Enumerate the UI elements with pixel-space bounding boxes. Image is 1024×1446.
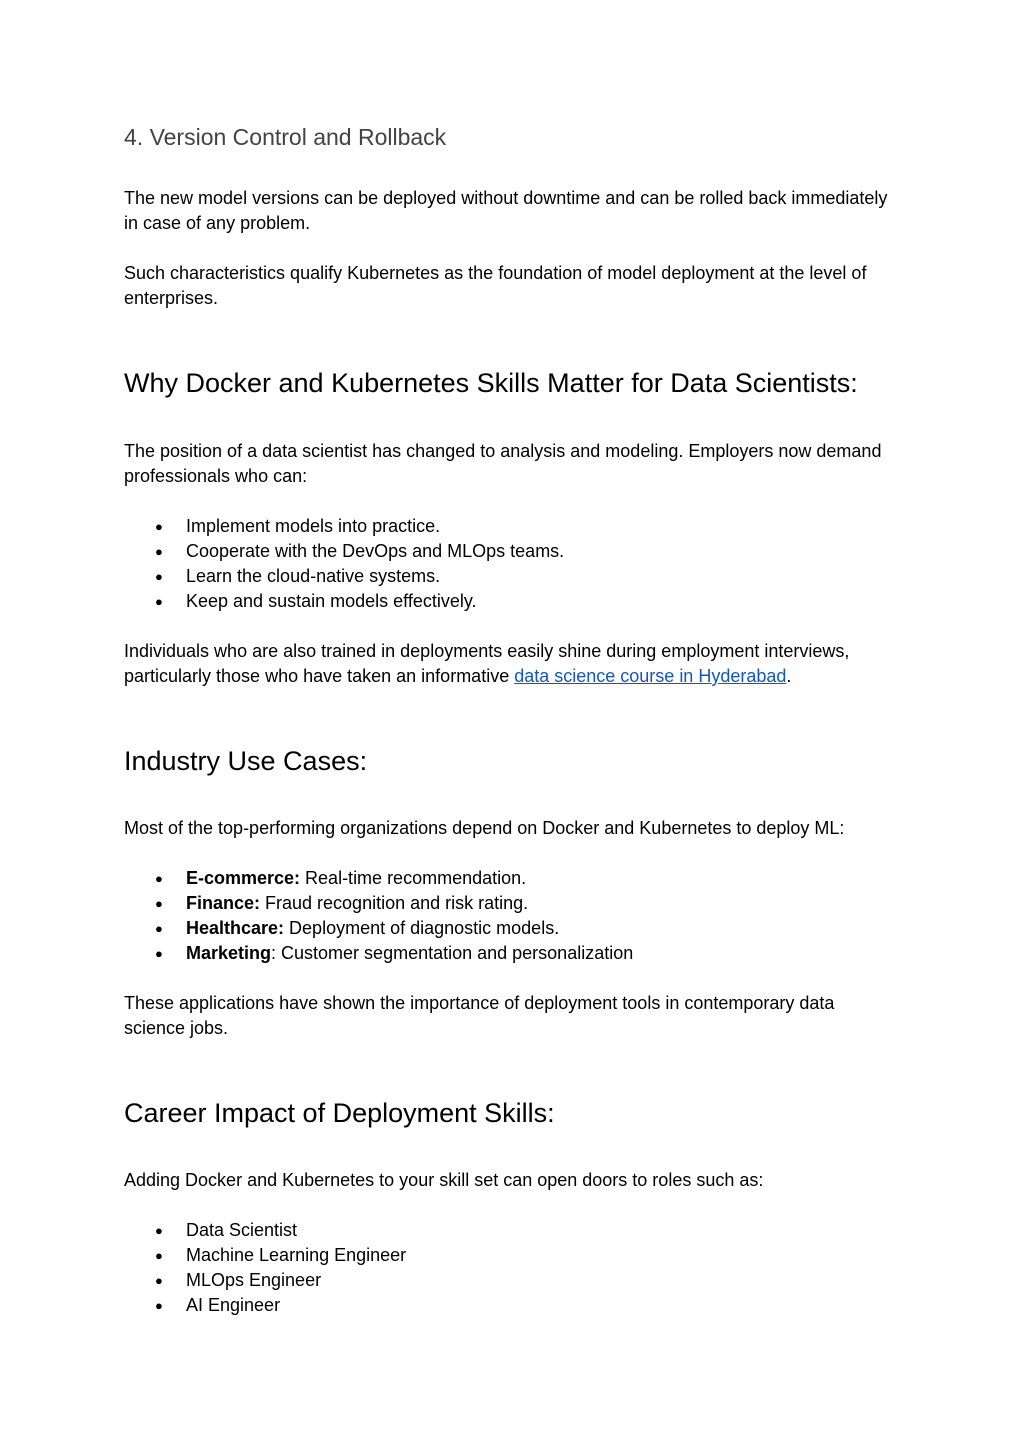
kubernetes-foundation-paragraph: Such characteristics qualify Kubernetes as the foundation of model deployment at the level of enterprises.: [124, 263, 867, 308]
why-skills-heading: Why Docker and Kubernetes Skills Matter for Data Scientists:: [124, 368, 858, 398]
industry-intro: Most of the top-performing organizations depend on Docker and Kubernetes to deploy ML:: [124, 818, 845, 838]
list-item: ● Healthcare: Deployment of diagnostic models.: [124, 916, 894, 941]
bullet-icon: ●: [155, 1223, 163, 1238]
list-item: ● AI Engineer: [124, 1293, 894, 1318]
deployment-interviews-paragraph: Individuals who are also trained in deployments easily shine during employment interviews, particularly those who have taken an informative data science course in Hyderabad.: [124, 641, 850, 686]
bullet-icon: ●: [155, 1298, 163, 1313]
bullet-icon: ●: [155, 1273, 163, 1288]
career-impact-heading: Career Impact of Deployment Skills:: [124, 1098, 555, 1128]
industry-list: [124, 866, 894, 966]
industry-use-cases-heading: Industry Use Cases:: [124, 746, 368, 776]
list-item: ● Machine Learning Engineer: [124, 1243, 894, 1268]
bullet-icon: ●: [155, 544, 163, 559]
bullet-icon: ●: [155, 569, 163, 584]
list-item: ● MLOps Engineer: [124, 1268, 894, 1293]
list-item: ● Implement models into practice.: [124, 514, 894, 539]
version-control-paragraph: The new model versions can be deployed without downtime and can be rolled back immediately in case of any problem.: [124, 188, 888, 233]
bullet-icon: ●: [155, 594, 163, 609]
list-item: ● Marketing: Customer segmentation and personalization: [124, 941, 894, 966]
list-item: ● Finance: Fraud recognition and risk rating.: [124, 891, 894, 916]
industry-outro: These applications have shown the importance of deployment tools in contemporary data science jobs.: [124, 993, 835, 1038]
bullet-icon: ●: [155, 921, 163, 936]
list-item: ● Learn the cloud-native systems.: [124, 564, 894, 589]
bullet-icon: ●: [155, 946, 163, 961]
list-item: ● E-commerce: Real-time recommendation.: [124, 866, 894, 891]
list-item: ● Keep and sustain models effectively.: [124, 589, 894, 614]
career-roles-list: [124, 1218, 894, 1318]
data-science-course-link[interactable]: data science course in Hyderabad: [514, 666, 787, 686]
bullet-icon: ●: [155, 871, 163, 886]
bullet-icon: ●: [155, 1248, 163, 1263]
list-item: ● Data Scientist: [124, 1218, 894, 1243]
bullet-icon: ●: [155, 896, 163, 911]
version-control-heading: 4. Version Control and Rollback: [124, 124, 447, 150]
list-item: ● Cooperate with the DevOps and MLOps teams.: [124, 539, 894, 564]
bullet-icon: ●: [155, 519, 163, 534]
why-skills-list: [124, 514, 894, 614]
career-intro: Adding Docker and Kubernetes to your skill set can open doors to roles such as:: [124, 1170, 764, 1190]
why-skills-intro: The position of a data scientist has changed to analysis and modeling. Employers now demand professionals who can:: [124, 441, 882, 486]
